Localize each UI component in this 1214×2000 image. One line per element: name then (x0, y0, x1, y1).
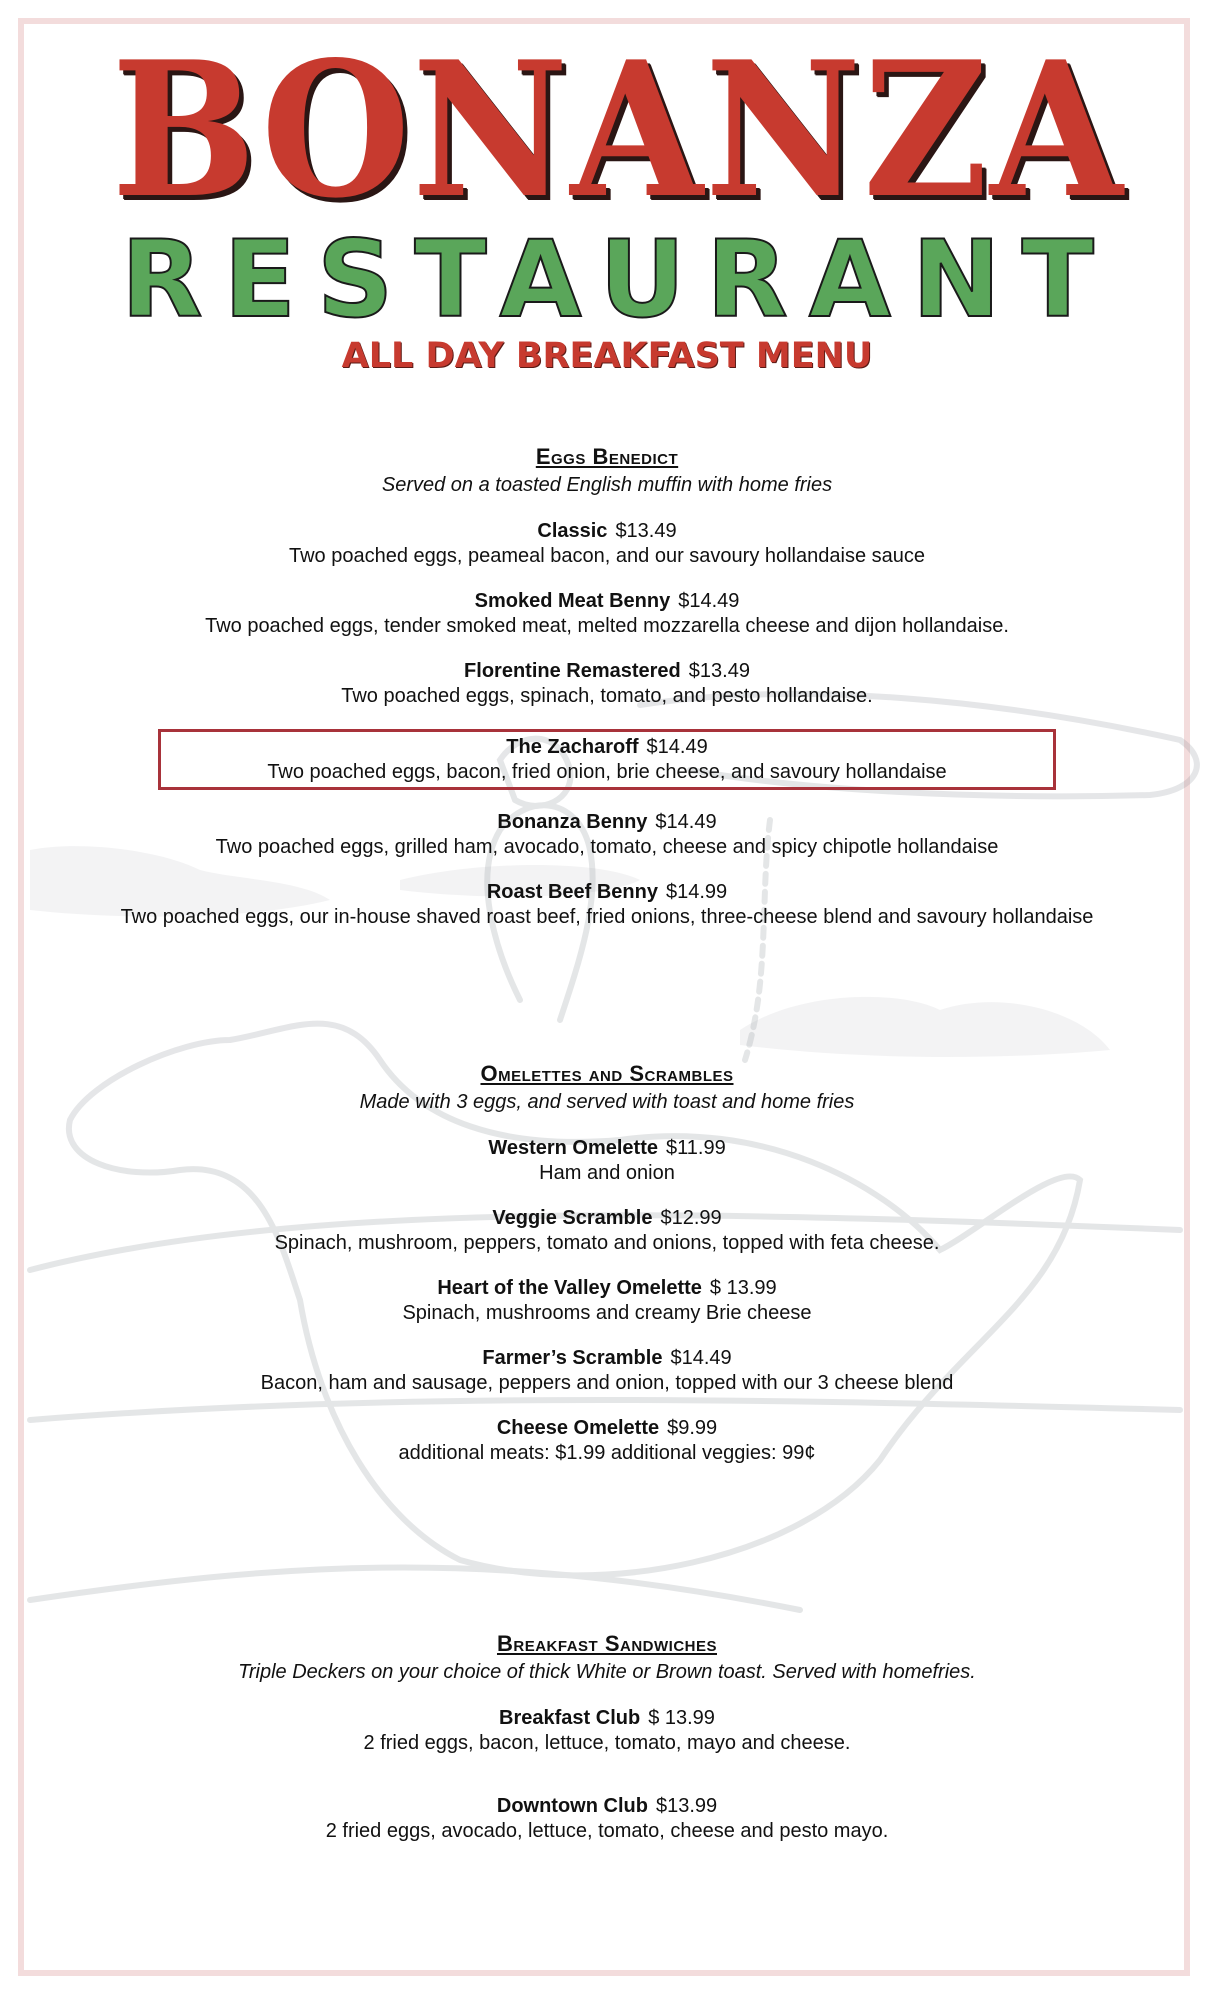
item-name: Heart of the Valley Omelette (437, 1277, 702, 1299)
menu-item (40, 880, 1174, 930)
item-name: Veggie Scramble (492, 1207, 653, 1229)
item-price: $9.99 (667, 1417, 718, 1439)
item-name: The Zacharoff (506, 736, 639, 758)
item-name: Cheese Omelette (496, 1417, 660, 1439)
item-name: Bonanza Benny (497, 811, 648, 833)
featured-menu-item (158, 729, 1056, 790)
item-price: $13.49 (615, 520, 677, 542)
item-description: 2 fried eggs, bacon, lettuce, tomato, mayo and cheese. (363, 1732, 851, 1754)
brand-logo-restaurant: RESTAURANT (121, 218, 1115, 341)
section-title: Eggs Benedict (535, 444, 679, 469)
section-title: Omelettes and Scrambles (480, 1061, 734, 1086)
item-price: $14.49 (678, 590, 740, 612)
menu-item (40, 589, 1174, 639)
item-price: $14.99 (665, 881, 728, 903)
item-description: Ham and onion (539, 1162, 675, 1184)
item-price: $14.49 (670, 1347, 732, 1369)
menu-item (40, 1346, 1174, 1396)
menu-item (40, 1794, 1174, 1844)
item-description: Two poached eggs, bacon, fried onion, brie cheese, and savoury hollandaise (267, 761, 947, 783)
item-description: Spinach, mushrooms and creamy Brie cheese (402, 1302, 812, 1324)
section-subtitle: Made with 3 eggs, and served with toast and home fries (359, 1091, 855, 1113)
item-price: $14.49 (655, 811, 717, 833)
item-name: Classic (537, 520, 608, 542)
item-price: $11.99 (666, 1137, 726, 1159)
item-description: Two poached eggs, peameal bacon, and our savoury hollandaise sauce (289, 545, 925, 567)
section-eggs-benedict (40, 443, 1174, 930)
item-description: Two poached eggs, spinach, tomato, and pesto hollandaise. (341, 685, 873, 707)
item-name: Farmer’s Scramble (482, 1347, 663, 1369)
item-name: Smoked Meat Benny (474, 590, 671, 612)
item-description: Spinach, mushroom, peppers, tomato and onions, topped with feta cheese. (274, 1232, 940, 1254)
menu-header (0, 0, 1214, 400)
item-description: Two poached eggs, our in-house shaved roast beef, fried onions, three-cheese blend and savoury hollandaise (120, 906, 1094, 928)
item-price: $13.49 (688, 660, 750, 682)
item-price: $13.99 (655, 1795, 718, 1817)
menu-item (40, 1206, 1174, 1256)
menu-item (40, 1416, 1174, 1466)
menu-tagline: ALL DAY BREAKFAST MENU (341, 336, 873, 376)
item-description: Two poached eggs, tender smoked meat, melted mozzarella cheese and dijon hollandaise. (205, 615, 1009, 637)
item-price: $12.99 (660, 1207, 722, 1229)
menu-item (40, 659, 1174, 709)
brand-logo-bonanza: BONANZA (111, 20, 1125, 239)
item-description: additional meats: $1.99 additional veggies: 99¢ (398, 1442, 816, 1464)
menu-item (40, 810, 1174, 860)
menu-item (40, 1276, 1174, 1326)
menu-item (40, 1136, 1174, 1186)
section-title: Breakfast Sandwiches (496, 1631, 717, 1656)
item-name: Roast Beef Benny (486, 881, 658, 903)
item-price: $ 13.99 (709, 1277, 777, 1299)
item-price: $ 13.99 (648, 1707, 715, 1729)
section-subtitle: Served on a toasted English muffin with home fries (381, 474, 833, 496)
item-description: Two poached eggs, grilled ham, avocado, tomato, cheese and spicy chipotle hollandaise (215, 836, 999, 858)
item-description: 2 fried eggs, avocado, lettuce, tomato, cheese and pesto mayo. (325, 1820, 889, 1842)
item-price: $14.49 (646, 736, 708, 758)
item-description: Bacon, ham and sausage, peppers and onion, topped with our 3 cheese blend (260, 1372, 954, 1394)
section-subtitle: Triple Deckers on your choice of thick White or Brown toast. Served with homefries. (238, 1661, 976, 1683)
section-omelettes-scrambles (40, 1060, 1174, 1466)
section-breakfast-sandwiches (40, 1630, 1174, 1844)
menu-item (40, 519, 1174, 569)
item-name: Breakfast Club (499, 1707, 641, 1729)
item-name: Western Omelette (488, 1137, 658, 1159)
item-name: Downtown Club (496, 1795, 648, 1817)
menu-item (40, 1706, 1174, 1756)
item-name: Florentine Remastered (464, 660, 681, 682)
